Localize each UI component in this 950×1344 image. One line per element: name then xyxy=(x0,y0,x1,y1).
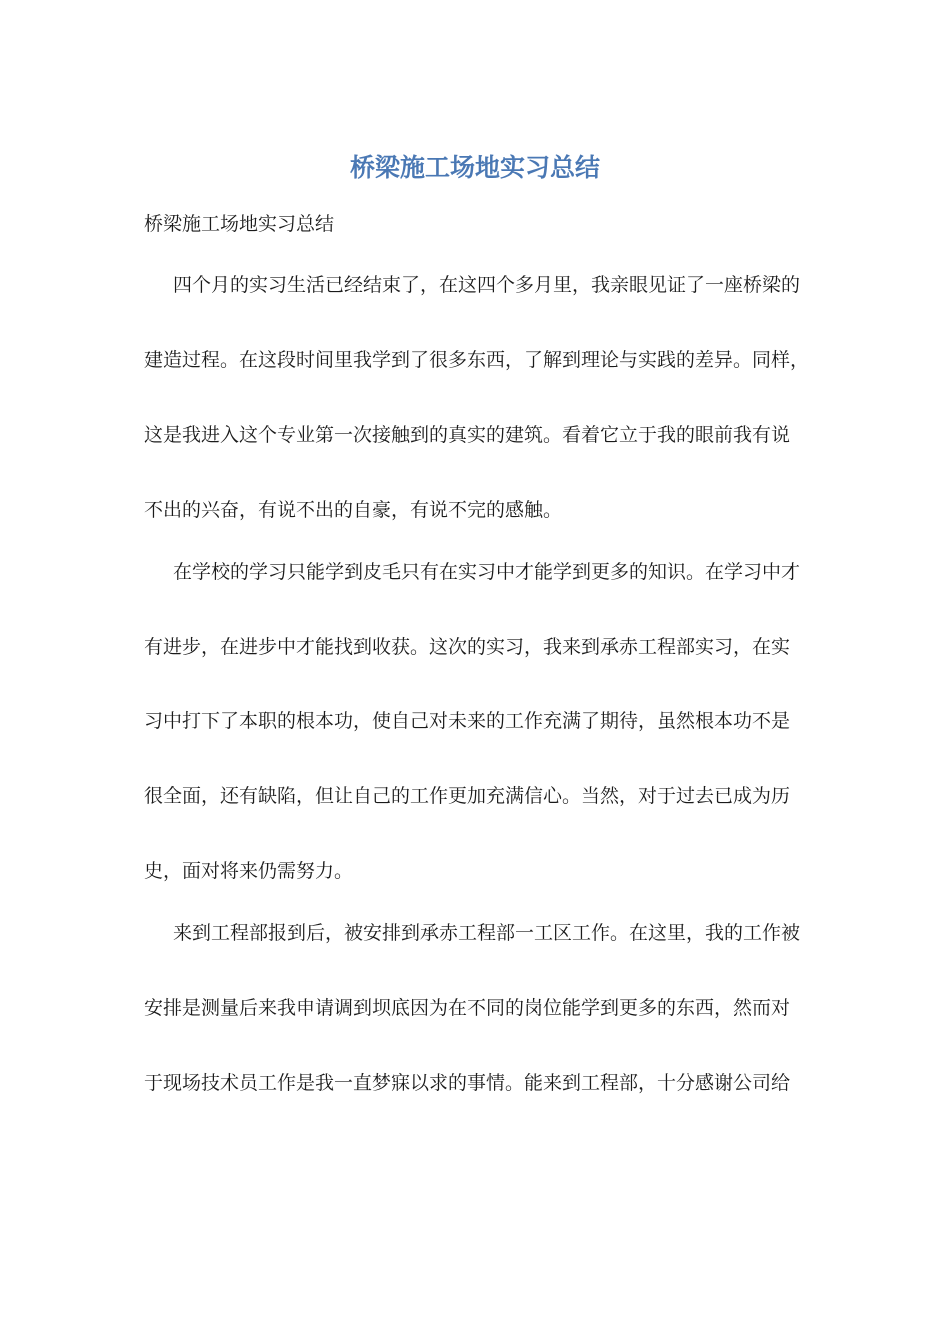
paragraph-2-line-1: 在学校的学习只能学到皮毛只有在实习中才能学到更多的知识。在学习中才 xyxy=(173,561,801,583)
paragraph-2-line-4: 很全面，还有缺陷，但让自己的工作更加充满信心。当然，对于过去已成为历 xyxy=(144,785,791,807)
paragraph-3-line-1: 来到工程部报到后，被安排到承赤工程部一工区工作。在这里，我的工作被 xyxy=(173,922,801,944)
paragraph-2-line-3: 习中打下了本职的根本功，使自己对未来的工作充满了期待，虽然根本功不是 xyxy=(144,710,791,732)
paragraph-1-line-4: 不出的兴奋，有说不出的自豪，有说不完的感触。 xyxy=(144,499,563,521)
document-subtitle: 桥梁施工场地实习总结 xyxy=(144,213,335,235)
paragraph-3-line-3: 于现场技术员工作是我一直梦寐以求的事情。能来到工程部，十分感谢公司给 xyxy=(144,1072,791,1094)
paragraph-1-line-1: 四个月的实习生活已经结束了，在这四个多月里，我亲眼见证了一座桥梁的 xyxy=(173,274,801,296)
paragraph-3-line-2: 安排是测量后来我申请调到坝底因为在不同的岗位能学到更多的东西，然而对 xyxy=(144,997,791,1019)
paragraph-2-line-5: 史，面对将来仍需努力。 xyxy=(144,860,354,882)
document-title: 桥梁施工场地实习总结 xyxy=(349,153,600,182)
paragraph-1-line-3: 这是我进入这个专业第一次接触到的真实的建筑。看着它立于我的眼前我有说 xyxy=(144,424,791,446)
paragraph-2-line-2: 有进步，在进步中才能找到收获。这次的实习，我来到承赤工程部实习，在实 xyxy=(144,636,791,658)
paragraph-1-line-2: 建造过程。在这段时间里我学到了很多东西，了解到理论与实践的差异。同样， xyxy=(144,349,810,371)
